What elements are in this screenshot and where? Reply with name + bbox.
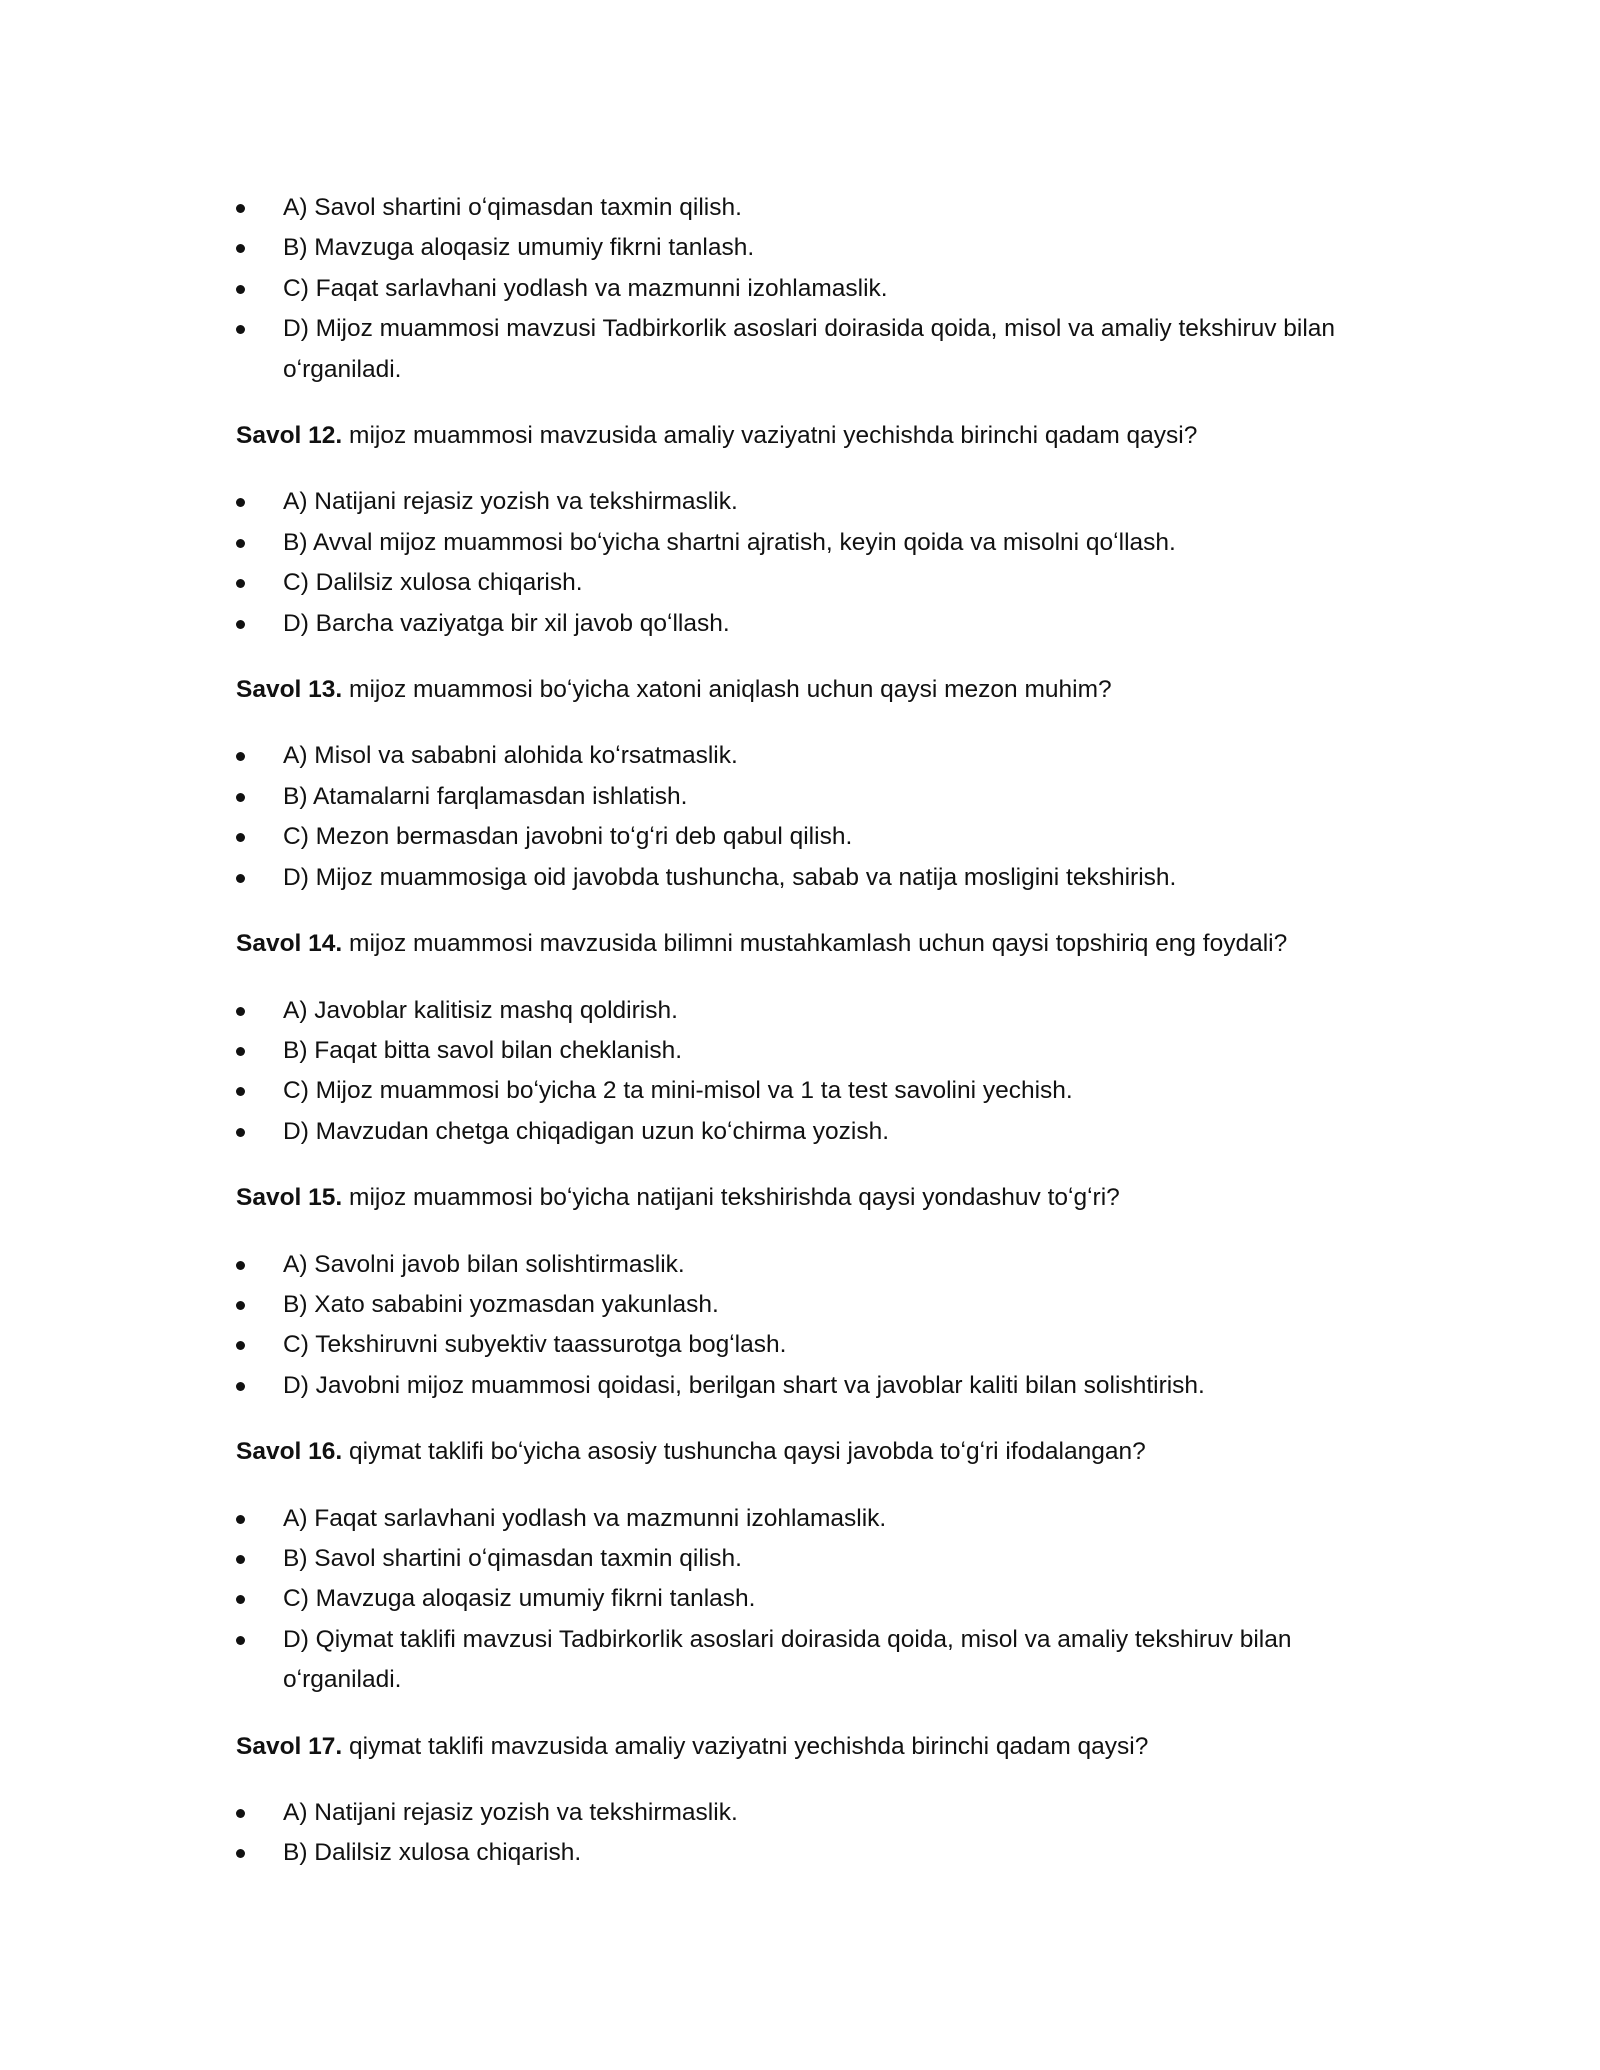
option-list [236,1793,1370,1874]
option-text: C) Mijoz muammosi boʻyicha 2 ta mini-misol va 1 ta test savolini yechish. [283,1077,1073,1105]
option-text: D) Mijoz muammosiga oid javobda tushuncha, sabab va natija mosligini tekshirish. [283,863,1177,891]
question-14 [236,924,1370,964]
option-text: B) Atamalarni farqlamasdan ishlatish. [283,782,688,810]
option-list [236,188,1370,390]
bullet-icon [236,1382,245,1391]
option-item [236,1245,1370,1285]
bullet-icon [236,1515,245,1524]
bullet-icon [236,1087,245,1096]
option-text: C) Faqat sarlavhani yodlash va mazmunni izohlamaslik. [283,274,888,302]
option-text: B) Xato sababini yozmasdan yakunlash. [283,1290,719,1318]
option-item [236,188,1370,228]
bullet-icon [236,1636,245,1645]
page-content [236,188,1370,1874]
option-item [236,1499,1370,1539]
question-12 [236,416,1370,456]
option-text: D) Mijoz muammosi mavzusi Tadbirkorlik asoslari doirasida qoida, misol va amaliy tekshiruv bilan oʻrganiladi. [283,315,1336,383]
bullet-icon [236,1555,245,1564]
option-text: C) Mavzuga aloqasiz umumiy fikrni tanlash. [283,1585,756,1613]
option-item [236,1620,1370,1701]
question-number: Savol 13. [236,676,343,704]
option-text: B) Dalilsiz xulosa chiqarish. [283,1839,582,1867]
question-13 [236,670,1370,710]
option-item [236,563,1370,603]
bullet-icon [236,204,245,213]
option-item [236,1071,1370,1111]
option-item [236,1793,1370,1833]
option-text: A) Misol va sababni alohida koʻrsatmaslik. [283,742,738,770]
option-list [236,736,1370,898]
option-item [236,269,1370,309]
bullet-icon [236,752,245,761]
bullet-icon [236,874,245,883]
question-text: mijoz muammosi boʻyicha xatoni aniqlash uchun qaysi mezon muhim? [342,676,1112,704]
option-list [236,1499,1370,1701]
option-text: C) Dalilsiz xulosa chiqarish. [283,569,583,597]
option-item [236,1579,1370,1619]
option-text: D) Mavzudan chetga chiqadigan uzun koʻchirma yozish. [283,1117,890,1145]
option-text: B) Faqat bitta savol bilan cheklanish. [283,1036,683,1064]
bullet-icon [236,1809,245,1818]
option-text: A) Faqat sarlavhani yodlash va mazmunni izohlamaslik. [283,1504,887,1532]
bullet-icon [236,1341,245,1350]
question-17 [236,1727,1370,1767]
option-list [236,482,1370,644]
option-text: A) Natijani rejasiz yozish va tekshirmaslik. [283,1799,738,1826]
option-item [236,482,1370,522]
bullet-icon [236,1301,245,1310]
option-item [236,1031,1370,1071]
option-text: B) Mavzuga aloqasiz umumiy fikrni tanlash. [283,234,755,262]
option-text: B) Savol shartini oʻqimasdan taxmin qilish. [283,1544,742,1572]
option-item [236,1833,1370,1873]
option-item [236,991,1370,1031]
bullet-icon [236,1261,245,1270]
option-item [236,777,1370,817]
option-list [236,1245,1370,1407]
option-item [236,604,1370,644]
option-item [236,817,1370,857]
bullet-icon [236,793,245,802]
option-text: A) Savolni javob bilan solishtirmaslik. [283,1250,685,1278]
bullet-icon [236,1007,245,1016]
question-text: mijoz muammosi mavzusida amaliy vaziyatni yechishda birinchi qadam qaysi? [342,422,1198,450]
question-number: Savol 17. [236,1732,343,1760]
question-15 [236,1178,1370,1218]
option-text: A) Natijani rejasiz yozish va tekshirmaslik. [283,488,738,516]
bullet-icon [236,325,245,334]
option-text: C) Mezon bermasdan javobni toʻgʻri deb qabul qilish. [283,823,853,851]
option-item [236,1285,1370,1325]
option-item [236,858,1370,898]
question-text: mijoz muammosi mavzusida bilimni mustahkamlash uchun qaysi topshiriq eng foydali? [342,930,1288,958]
bullet-icon [236,1047,245,1056]
option-item [236,736,1370,776]
bullet-icon [236,244,245,253]
question-text: mijoz muammosi boʻyicha natijani tekshirishda qaysi yondashuv toʻgʻri? [342,1184,1120,1212]
bullet-icon [236,1595,245,1604]
question-text: qiymat taklifi mavzusida amaliy vaziyatni yechishda birinchi qadam qaysi? [342,1732,1149,1760]
bullet-icon [236,498,245,507]
bullet-icon [236,1128,245,1137]
bullet-icon [236,833,245,842]
option-item [236,309,1370,390]
option-text: C) Tekshiruvni subyektiv taassurotga bogʻlash. [283,1331,787,1359]
option-item [236,523,1370,563]
question-16 [236,1432,1370,1472]
bullet-icon [236,579,245,588]
question-text: qiymat taklifi boʻyicha asosiy tushuncha qaysi javobda toʻgʻri ifodalangan? [342,1438,1146,1466]
option-item [236,1112,1370,1152]
question-number: Savol 15. [236,1184,343,1212]
option-text: D) Javobni mijoz muammosi qoidasi, berilgan shart va javoblar kaliti bilan solishtirish. [283,1371,1205,1399]
option-item [236,1325,1370,1365]
option-item [236,1366,1370,1406]
option-item [236,228,1370,268]
option-list [236,991,1370,1153]
bullet-icon [236,620,245,629]
option-text: A) Savol shartini oʻqimasdan taxmin qilish. [283,194,742,221]
option-text: A) Javoblar kalitisiz mashq qoldirish. [283,996,678,1024]
question-number: Savol 16. [236,1438,343,1466]
question-number: Savol 14. [236,930,343,958]
option-text: B) Avval mijoz muammosi boʻyicha shartni ajratish, keyin qoida va misolni qoʻllash. [283,528,1176,556]
option-text: D) Qiymat taklifi mavzusi Tadbirkorlik asoslari doirasida qoida, misol va amaliy tekshiruv bilan oʻrganiladi. [283,1625,1292,1694]
option-item [236,1539,1370,1579]
bullet-icon [236,1849,245,1858]
bullet-icon [236,285,245,294]
question-number: Savol 12. [236,422,343,450]
option-text: D) Barcha vaziyatga bir xil javob qoʻllash. [283,609,730,637]
bullet-icon [236,539,245,548]
